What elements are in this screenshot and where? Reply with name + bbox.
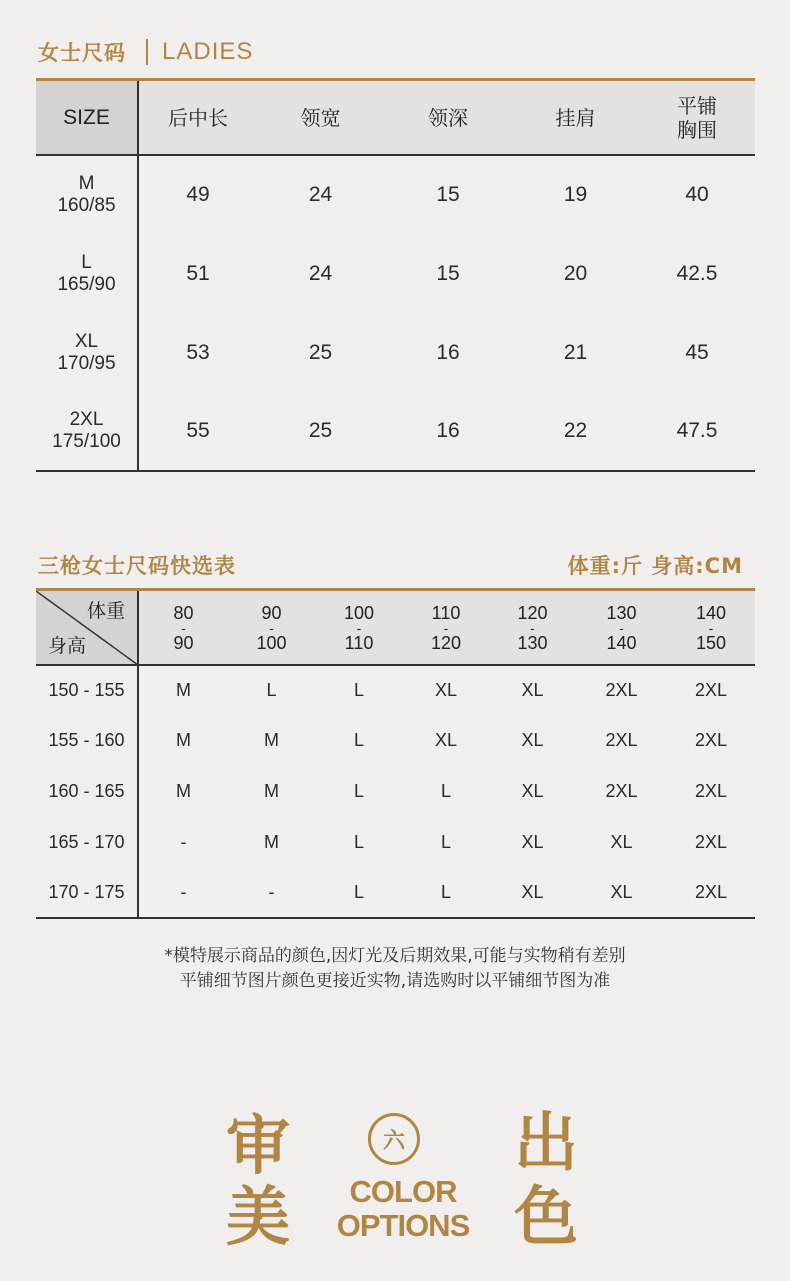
recommended-size-cell: L xyxy=(353,780,364,801)
size-label-cell xyxy=(36,155,138,234)
measure-cell: 20 xyxy=(563,261,588,285)
size-row xyxy=(36,392,755,471)
measure-cell: 53 xyxy=(186,340,210,364)
height-range-cell: 170 - 175 xyxy=(36,867,138,918)
range-dash: - xyxy=(269,619,274,636)
size-label-cell xyxy=(36,313,138,392)
measure-cell: 16 xyxy=(436,419,460,442)
weight-min: 80 xyxy=(173,602,194,623)
quick-chart-unit-note: 体重:斤 身高:CM xyxy=(567,554,743,578)
measure-cell: 40 xyxy=(685,183,709,206)
weight-range-header xyxy=(576,591,667,665)
recommended-size-cell: M xyxy=(176,730,191,751)
brand-char-chu: 出 xyxy=(514,1106,578,1181)
recommended-size-cell: 2XL xyxy=(605,780,638,801)
recommended-size-cell: L xyxy=(440,831,451,852)
weight-range-header xyxy=(315,591,403,665)
recommended-size-cell: XL xyxy=(521,730,544,751)
disclaimer-notes xyxy=(0,944,790,994)
weight-min: 110 xyxy=(431,602,461,623)
brand-char-shen: 审 xyxy=(226,1109,290,1184)
size-spec: 165/90 xyxy=(57,273,116,295)
recommended-size-cell: L xyxy=(353,730,364,751)
weight-max: 120 xyxy=(430,632,462,653)
recommended-size-cell: 2XL xyxy=(694,730,728,751)
height-row xyxy=(36,766,755,817)
weight-max: 110 xyxy=(344,632,374,653)
recommended-size-cell: 2XL xyxy=(605,730,638,751)
height-row xyxy=(36,817,755,868)
recommended-size-cell: L xyxy=(353,881,364,902)
header-chest: 平铺 胸围 xyxy=(639,81,755,155)
recommended-size-cell: XL xyxy=(521,831,544,852)
measure-cell: 21 xyxy=(563,340,588,364)
measure-cell: 19 xyxy=(563,183,588,206)
recommended-size-cell: 2XL xyxy=(694,780,728,801)
size-spec: 175/100 xyxy=(52,431,121,452)
measure-cell: 25 xyxy=(308,419,333,442)
recommended-size-cell: 2XL xyxy=(694,881,728,902)
recommended-size-cell: XL xyxy=(521,881,544,902)
weight-min: 140 xyxy=(695,602,727,623)
recommended-size-cell: 2XL xyxy=(605,680,638,701)
size-name: XL xyxy=(74,330,99,352)
measure-cell: 25 xyxy=(308,340,333,364)
measure-cell: 22 xyxy=(563,419,588,442)
header-back-length: 后中长 xyxy=(138,81,257,155)
height-row xyxy=(36,716,755,767)
quick-chart-table xyxy=(36,591,755,919)
range-dash: - xyxy=(443,619,449,636)
recommended-size-cell: XL xyxy=(434,730,458,751)
height-row xyxy=(36,665,755,716)
size-chart-header xyxy=(38,34,253,70)
weight-min: 100 xyxy=(343,602,375,623)
height-row xyxy=(36,867,755,918)
measure-cell: 15 xyxy=(436,183,460,206)
recommended-size-cell: M xyxy=(176,680,191,701)
range-dash: - xyxy=(619,619,624,636)
size-chart-header-row xyxy=(36,81,755,155)
brand-char-mei: 美 xyxy=(226,1180,290,1255)
measure-cell: 55 xyxy=(186,419,210,442)
header-size: SIZE xyxy=(36,81,138,155)
corner-cell xyxy=(36,591,138,665)
weight-range-header xyxy=(138,591,228,665)
measure-cell: 45 xyxy=(685,340,709,364)
recommended-size-cell: L xyxy=(353,831,364,852)
weight-max: 140 xyxy=(606,632,637,653)
recommended-size-cell: L xyxy=(440,780,451,801)
measure-cell: 42.5 xyxy=(676,261,718,285)
measure-cell: 49 xyxy=(186,183,210,206)
weight-max: 90 xyxy=(173,632,194,653)
size-spec: 170/95 xyxy=(57,352,116,374)
measure-cell: 47.5 xyxy=(676,419,718,442)
weight-min: 90 xyxy=(261,602,282,623)
weight-min: 130 xyxy=(606,602,637,623)
brand-char-se: 色 xyxy=(514,1180,578,1255)
recommended-size-cell: - xyxy=(180,831,187,852)
number-badge: 六 xyxy=(368,1113,420,1165)
recommended-size-cell: XL xyxy=(610,831,633,852)
size-row xyxy=(36,155,755,234)
weight-max: 100 xyxy=(256,632,287,653)
height-range-cell: 165 - 170 xyxy=(36,817,138,868)
corner-weight-label: 体重 xyxy=(86,600,125,622)
recommended-size-cell: M xyxy=(264,831,279,852)
weight-range-header xyxy=(667,591,755,665)
measure-cell: 51 xyxy=(186,261,210,285)
size-label-cell xyxy=(36,234,138,313)
header-armhole: 挂肩 xyxy=(512,81,639,155)
recommended-size-cell: 2XL xyxy=(694,680,728,701)
recommended-size-cell: XL xyxy=(610,881,633,902)
recommended-size-cell: XL xyxy=(521,680,544,701)
header-neck-depth: 领深 xyxy=(384,81,512,155)
color-label: COLOR xyxy=(349,1174,457,1209)
size-spec: 160/85 xyxy=(57,195,116,216)
height-range-cell: 150 - 155 xyxy=(36,665,138,716)
measure-cell: 24 xyxy=(308,183,333,206)
weight-max: 150 xyxy=(695,632,727,653)
recommended-size-cell: XL xyxy=(521,780,544,801)
recommended-size-cell: L xyxy=(353,680,364,701)
measure-cell: 15 xyxy=(436,261,460,285)
measure-cell: 24 xyxy=(308,261,333,285)
height-range-cell: 155 - 160 xyxy=(36,716,138,767)
recommended-size-cell: M xyxy=(264,730,279,751)
size-chart-title-cn: 女士尺码 xyxy=(38,41,126,65)
size-label-cell xyxy=(36,392,138,471)
weight-max: 130 xyxy=(517,632,548,653)
range-dash: - xyxy=(530,619,535,636)
note-line: 平铺细节图片颜色更接近实物,请选购时以平铺细节图为准 xyxy=(179,971,611,991)
recommended-size-cell: L xyxy=(440,881,451,902)
size-name: L xyxy=(81,251,92,273)
range-dash: - xyxy=(356,619,362,636)
quick-chart-title: 三枪女士尺码快选表 xyxy=(38,554,236,578)
weight-min: 120 xyxy=(517,602,548,623)
recommended-size-cell: 2XL xyxy=(694,831,728,852)
height-range-cell: 160 - 165 xyxy=(36,766,138,817)
measure-cell: 16 xyxy=(436,340,460,364)
recommended-size-cell: L xyxy=(266,680,277,701)
range-dash: - xyxy=(181,619,186,636)
corner-height-label: 身高 xyxy=(48,635,87,657)
header-neck-width: 领宽 xyxy=(257,81,384,155)
size-row xyxy=(36,313,755,392)
recommended-size-cell: - xyxy=(180,881,187,902)
size-name: M xyxy=(78,173,95,194)
weight-range-header xyxy=(403,591,489,665)
size-row xyxy=(36,234,755,313)
size-name: 2XL xyxy=(69,409,104,430)
note-line: *模特展示商品的颜色,因灯光及后期效果,可能与实物稍有差别 xyxy=(164,946,626,966)
quick-chart-header-row xyxy=(36,591,755,665)
options-label: OPTIONS xyxy=(336,1208,470,1243)
size-chart-title-en: LADIES xyxy=(162,38,254,65)
weight-range-header xyxy=(228,591,315,665)
weight-range-header xyxy=(489,591,576,665)
recommended-size-cell: XL xyxy=(434,680,458,701)
recommended-size-cell: M xyxy=(176,780,191,801)
size-chart-table xyxy=(36,81,755,472)
recommended-size-cell: - xyxy=(268,881,275,902)
range-dash: - xyxy=(708,619,714,636)
recommended-size-cell: M xyxy=(264,780,279,801)
title-divider xyxy=(146,39,148,65)
